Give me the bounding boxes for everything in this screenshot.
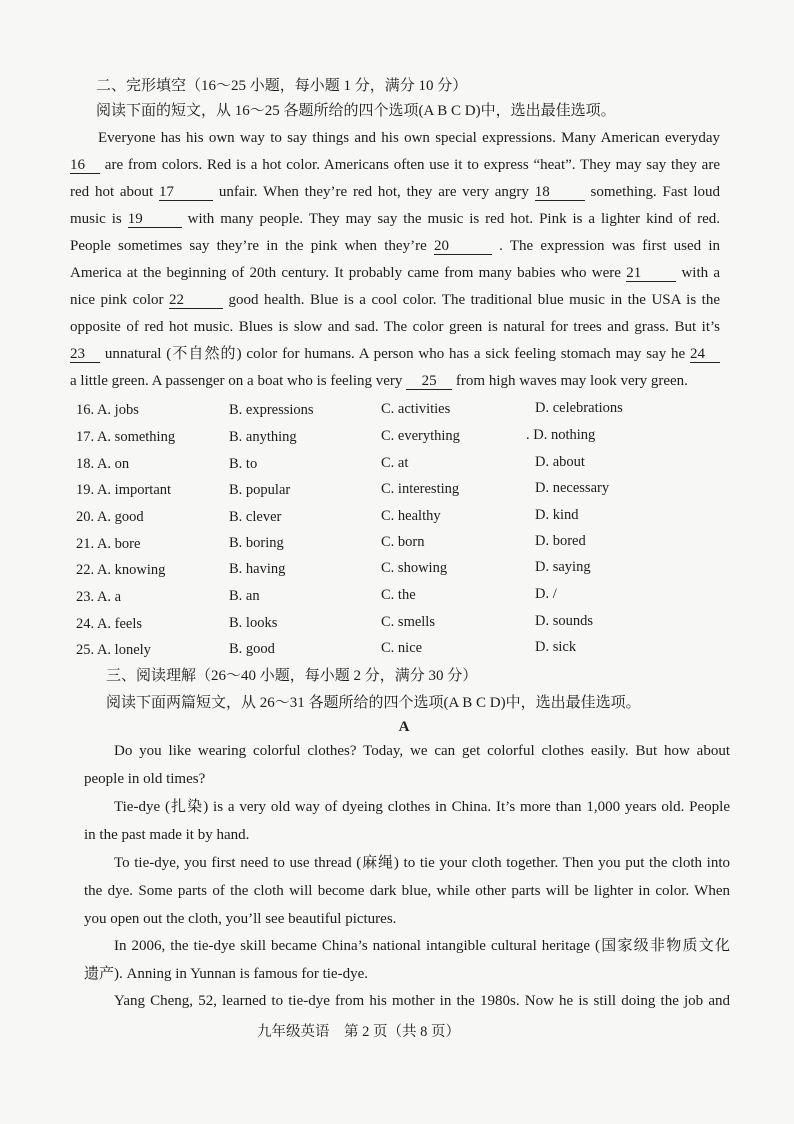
blank-23: 23 [70, 346, 100, 363]
page-footer: 九年级英语 第 2 页（共 8 页） [257, 1024, 460, 1040]
section-3-instruction: 阅读下面两篇短文，从 26～31 各题所给的四个选项(A B C D)中，选出最佳选项。 [106, 695, 641, 711]
reading-line-8: In 2006, the tie-dye skill became China’s national intangible cultural heritage (国家级非物质文化 [114, 938, 730, 954]
blank-20: 20 [434, 238, 492, 255]
cloze-text: opposite of red hot music. Blues is slow and sad. The color green is natural for trees and grass. But it’s [70, 319, 720, 335]
cloze-line-5 [70, 237, 720, 255]
q21-option-b: B. boring [229, 535, 284, 551]
cloze-line-10 [70, 372, 688, 390]
cloze-text: are from colors. Red is a hot color. Americans often use it to express “heat”. They may say they are [104, 157, 720, 173]
q20-option-a: 20. A. good [76, 509, 144, 525]
q20-option-b: B. clever [229, 509, 282, 525]
q23-option-d: D. / [535, 586, 557, 602]
q24-option-b: B. looks [229, 615, 278, 631]
cloze-text: America at the beginning of 20th century. It probably came from many babies who were [70, 265, 627, 281]
q17-option-d: . D. nothing [526, 427, 596, 443]
cloze-text: music is [70, 211, 128, 227]
reading-line-9: 遗产). Anning in Yunnan is famous for tie-dye. [84, 966, 368, 982]
cloze-text: nice pink color [70, 292, 170, 308]
q24-option-c: C. smells [381, 614, 435, 630]
q17-option-c: C. everything [381, 428, 460, 444]
q19-option-c: C. interesting [381, 481, 460, 497]
cloze-text: good health. Blue is a cool color. The traditional blue music in the USA is the [228, 292, 720, 308]
blank-17: 17 [159, 184, 213, 201]
q25-option-d: D. sick [535, 639, 577, 655]
q18-option-b: B. to [229, 456, 258, 472]
cloze-line-7 [70, 291, 720, 309]
reading-line-3: Tie-dye (扎染) is a very old way of dyeing clothes in China. It’s more than 1,000 years old. People [114, 799, 730, 815]
cloze-line-4 [70, 210, 720, 228]
cloze-text: unfair. When they’re red hot, they are very angry [218, 184, 535, 200]
q20-option-d: D. kind [535, 507, 579, 523]
blank-18: 18 [535, 184, 585, 201]
q16-option-a: 16. A. jobs [76, 402, 139, 418]
q23-option-a: 23. A. a [76, 589, 122, 605]
section-3-heading: 三、阅读理解（26～40 小题，每小题 2 分，满分 30 分） [106, 668, 478, 684]
q23-option-b: B. an [229, 588, 260, 604]
section-2-heading: 二、完形填空（16～25 小题，每小题 1 分，满分 10 分） [96, 78, 468, 94]
q19-option-d: D. necessary [535, 480, 610, 496]
reading-line-7: you open out the cloth, you’ll see beautiful pictures. [84, 911, 397, 927]
q20-option-c: C. healthy [381, 508, 441, 524]
q25-option-a: 25. A. lonely [76, 642, 151, 658]
cloze-text: with a [681, 265, 721, 281]
q24-option-d: D. sounds [535, 613, 594, 629]
q21-option-d: D. bored [535, 533, 586, 549]
q17-option-a: 17. A. something [76, 429, 176, 445]
q22-option-c: C. showing [381, 560, 448, 576]
q19-option-a: 19. A. important [76, 482, 172, 498]
q22-option-a: 22. A. knowing [76, 562, 166, 578]
q16-option-b: B. expressions [229, 402, 314, 418]
cloze-text: something. Fast loud [590, 184, 720, 200]
q16-option-d: D. celebrations [535, 400, 623, 416]
q16-option-c: C. activities [381, 401, 451, 417]
q21-option-c: C. born [381, 534, 425, 550]
cloze-text: unnatural (不自然的) color for humans. A person who has a sick feeling stomach may say he [104, 346, 691, 362]
cloze-text: a little green. A passenger on a boat who is feeling very [70, 373, 407, 389]
reading-line-5: To tie-dye, you first need to use thread (麻绳) to tie your cloth together. Then you put the cloth into [114, 855, 730, 871]
q25-option-c: C. nice [381, 640, 423, 656]
q18-option-a: 18. A. on [76, 456, 130, 472]
cloze-line-8 [70, 318, 720, 336]
cloze-text: . The expression was first used in [499, 238, 721, 254]
reading-line-6: the dye. Some parts of the cloth will become dark blue, while other parts will be lighter in color. When [84, 883, 730, 899]
blank-21: 21 [626, 265, 676, 282]
q21-option-a: 21. A. bore [76, 536, 141, 552]
blank-24: 24 [690, 346, 720, 363]
q24-option-a: 24. A. feels [76, 616, 143, 632]
cloze-text: with many people. They may say the music is red hot. Pink is a lighter kind of red. [187, 211, 720, 227]
q23-option-c: C. the [381, 587, 416, 603]
cloze-text: People sometimes say they’re in the pink when they’re [70, 238, 434, 254]
blank-25: 25 [406, 373, 452, 390]
section-2-instruction: 阅读下面的短文，从 16～25 各题所给的四个选项(A B C D)中，选出最佳选项。 [96, 103, 616, 119]
q19-option-b: B. popular [229, 482, 291, 498]
reading-line-1: Do you like wearing colorful clothes? Today, we can get colorful clothes easily. But how about [114, 743, 730, 759]
q17-option-b: B. anything [229, 429, 297, 445]
q25-option-b: B. good [229, 641, 275, 657]
cloze-text: from high waves may look very green. [455, 373, 688, 389]
q22-option-b: B. having [229, 561, 286, 577]
q22-option-d: D. saying [535, 559, 591, 575]
reading-line-10: Yang Cheng, 52, learned to tie-dye from his mother in the 1980s. Now he is still doing the job and [114, 993, 730, 1009]
blank-22: 22 [169, 292, 223, 309]
cloze-line-9 [70, 345, 720, 363]
cloze-text: red hot about [70, 184, 160, 200]
blank-19: 19 [128, 211, 182, 228]
cloze-line-2 [70, 156, 720, 174]
cloze-line-1 [98, 129, 720, 147]
q18-option-d: D. about [535, 454, 585, 470]
passage-label: A [398, 719, 410, 735]
cloze-line-6 [70, 264, 720, 282]
q18-option-c: C. at [381, 455, 409, 471]
reading-line-2: people in old times? [84, 771, 206, 787]
blank-16: 16 [70, 157, 100, 174]
reading-line-4: in the past made it by hand. [84, 827, 250, 843]
cloze-line-3 [70, 183, 720, 201]
cloze-text: Everyone has his own way to say things and his own special expressions. Many American everyday [98, 130, 720, 146]
